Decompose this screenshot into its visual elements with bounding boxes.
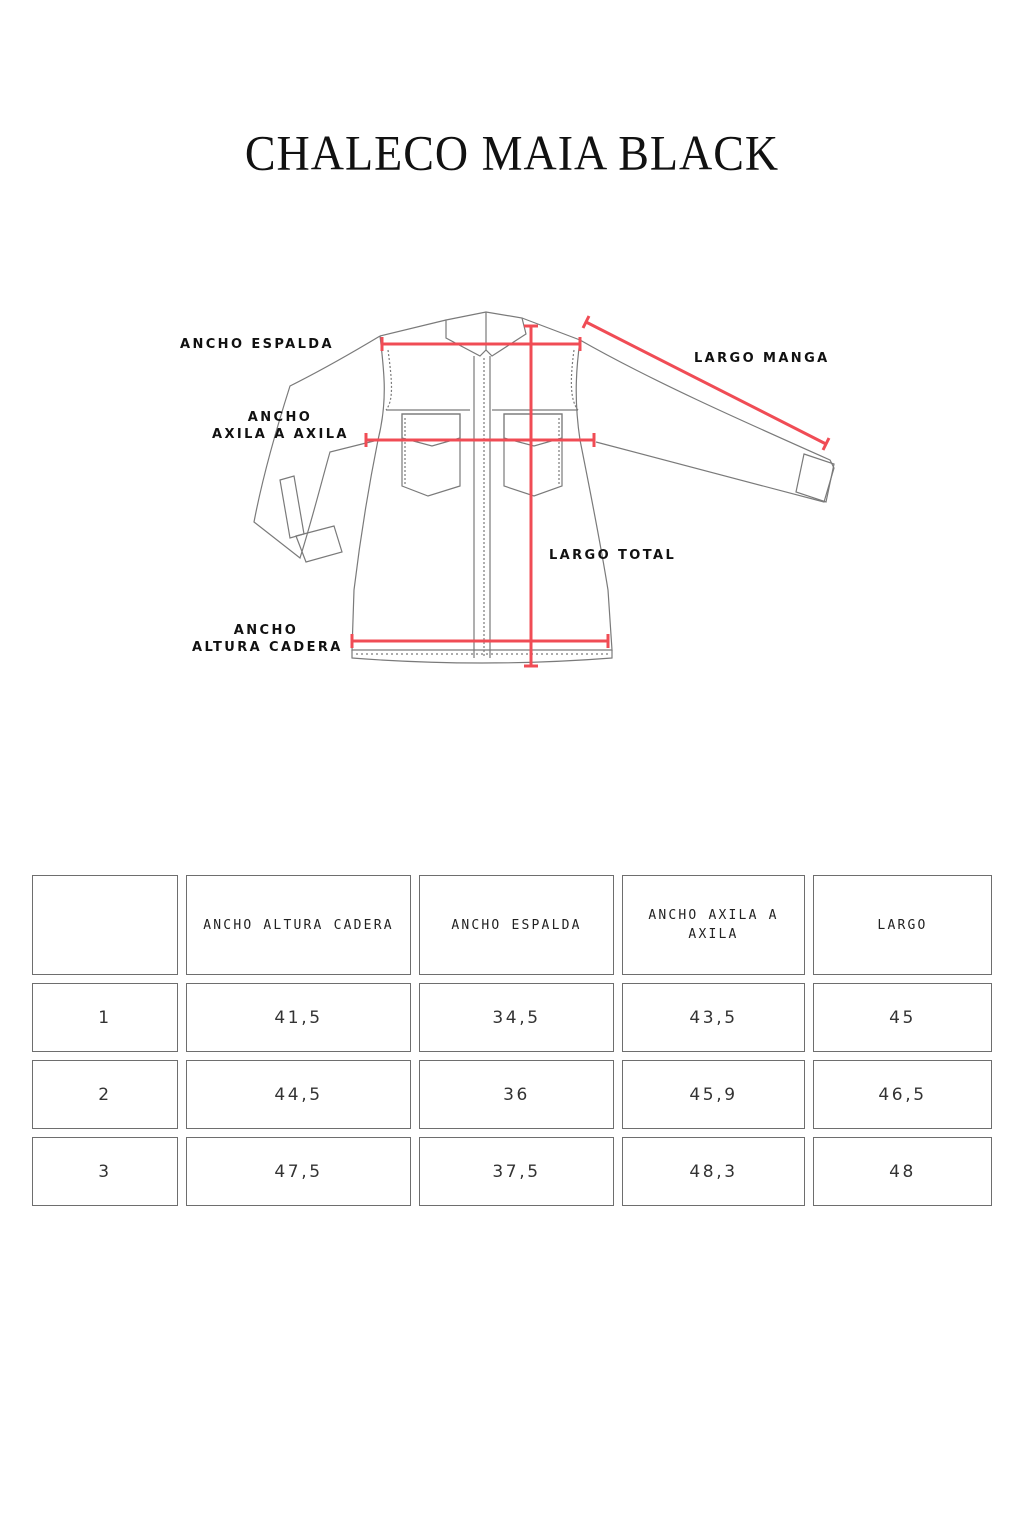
table-header-cell: LARGO [813,875,992,975]
table-header-cell: ANCHO AXILA A AXILA [622,875,805,975]
table-cell: 48,3 [622,1137,805,1206]
label-ancho-axila [212,409,348,443]
table-cell: 37,5 [419,1137,614,1206]
table-cell: 47,5 [186,1137,411,1206]
table-cell: 45,9 [622,1060,805,1129]
label-ancho-axila-line2: AXILA A AXILA [212,427,349,442]
table-cell: 36 [419,1060,614,1129]
table-cell: 41,5 [186,983,411,1052]
table-cell: 34,5 [419,983,614,1052]
label-ancho-cadera-line2: ALTURA CADERA [192,640,343,655]
label-ancho-espalda: ANCHO ESPALDA [180,337,334,352]
measurement-diagram [0,290,1024,690]
table-cell-size: 3 [32,1137,178,1206]
largo-manga-line [586,322,826,444]
shirt-illustration [0,290,1024,690]
table-cell: 45 [813,983,992,1052]
label-largo-total: LARGO TOTAL [549,548,677,563]
table-header-cell: ANCHO ESPALDA [419,875,614,975]
table-cell: 43,5 [622,983,805,1052]
label-ancho-axila-line1: ANCHO [247,410,313,425]
table-cell: 44,5 [186,1060,411,1129]
page-title: CHALECO MAIA BLACK [244,125,780,181]
table-header-cell: ANCHO ALTURA CADERA [186,875,411,975]
label-ancho-cadera-line1: ANCHO [233,623,299,638]
table-header-cell-empty [32,875,178,975]
table-cell-size: 2 [32,1060,178,1129]
label-ancho-cadera [192,622,343,656]
table-cell-size: 1 [32,983,178,1052]
table-cell: 48 [813,1137,992,1206]
label-largo-manga: LARGO MANGA [694,351,830,366]
table-cell: 46,5 [813,1060,992,1129]
